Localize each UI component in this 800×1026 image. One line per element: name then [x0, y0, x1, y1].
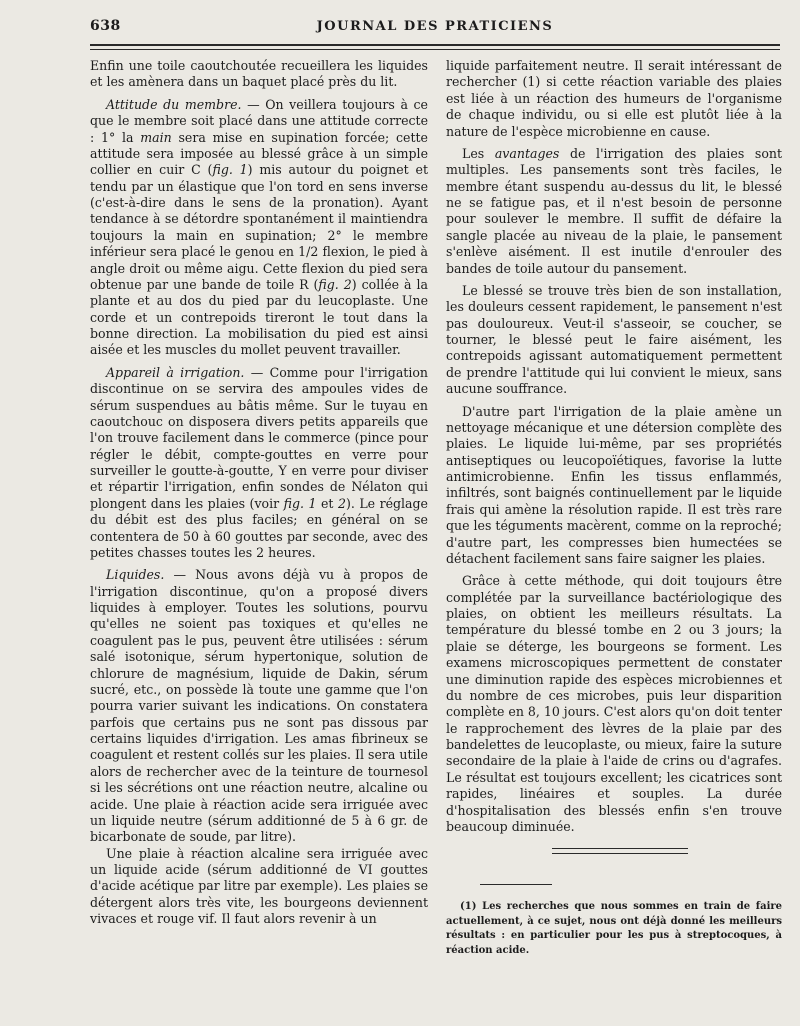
italic-run: avantages — [494, 145, 560, 161]
header-rule — [90, 44, 780, 50]
running-header — [90, 16, 780, 40]
text-run: de l'irrigation des plaies sont multiples. Les pansements sont très faciles, le membre étant suspendu au-dessus du lit, le blessé ne se fatigue pas, et il n'est besoin de personne pour soulever le membre. Il suffit de défaire la sangle placée au niveau de la plaie, le pansement s'enlève aisément. Il est inutile d'enrouler des bandes de toile autour du pansement. — [446, 145, 782, 276]
left-column — [90, 58, 428, 928]
journal-title: JOURNAL DES PRATICIENS — [316, 19, 554, 34]
text-run: Les — [462, 145, 495, 161]
paragraph-nettoyage: D'autre part l'irrigation de la plaie amène un nettoyage mécanique et une détersion complète des plaies. Le liquide lui-même, par ses propriétés antiseptiques ou leucopoïétiques, favorise la lutte antimicrobienne. Enfin les tissus enflammés, infiltrés, sont baignés continuellement par le liquide frais qui amène la résolution rapide. Il est très rare que les téguments macèrent, comme on la reproché; d'autre part, les compresses bien humectées se détachent facilement sans faire saigner les plaies. — [446, 403, 782, 566]
footnote: (1) Les recherches que nous sommes en train de faire actuellement, à ce sujet, nous ont déjà donné les meilleurs résultats : en particulier pour les pus à streptocoques, à réaction acide. — [446, 901, 782, 956]
paragraph-avantages — [446, 146, 782, 277]
text-run: sera mise en supination forcée; cette attitude sera imposée au blessé grâce à un simple collier en cuir C ( — [90, 129, 428, 178]
text-run: — Comme pour l'irrigation discontinue on se servira des ampoules vides de sérum suspendues au bâtis même. Sur le tuyau en caoutchouc on disposera divers petits appareils que l'on trouve facilement dans le commerce (pince pour régler le débit, compte-gouttes en verre pour surveiller le goutte-à-goutte, Y en verre pour diviser et répartir l'irrigation, enfin sondes de Nélaton qui plongent dans les plaies (voir — [90, 364, 428, 511]
section-lead-attitude: Attitude du membre. — [106, 96, 242, 112]
page-number: 638 — [90, 18, 121, 34]
italic-run: main — [140, 129, 172, 145]
end-separator — [552, 848, 688, 854]
text-run: — Nous avons déjà vu à propos de l'irrigation discontinue, qu'on a proposé divers liquides à employer. Toutes les solutions, pourvu qu'elles ne soient pas toxiques et qu'elles ne coagulent pas le pus, peuvent être utilisées : sérum salé isotonique, sérum hypertonique, solution de chlorure de magnésium, liquide de Dakin, sérum sucré, etc., on possède là toute une gamme que l'on pourra varier suivant les indications. On constatera parfois que certains pus ne sont pas dissous par certains liquides d'irrigation. Les amas fibrineux se coagulent et restent collés sur les plaies. Il sera utile alors de rechercher avec de la teinture de tournesol si les sécrétions ont une réaction neutre, alcaline ou acide. Une plaie à réaction acide sera irriguée avec un liquide neutre (sérum additionné de 5 à 6 gr. de bicarbonate de soude, par litre). — [90, 567, 428, 845]
text-run: — On veillera toujours à ce que le membre soit placé dans une attitude correcte : 1° la — [90, 96, 428, 145]
section-lead-appareil: Appareil à irrigation. — [106, 364, 245, 380]
section-lead-liquides: Liquides. — [106, 567, 165, 583]
figure-ref: fig. 2 — [318, 276, 352, 292]
paragraph-appareil-a-irrigation — [90, 365, 428, 562]
paragraph-plaie-alcaline: Une plaie à réaction alcaline sera irriguée avec un liquide acide (sérum additionné de VI gouttes d'acide acétique par litre par exemple). Les plaies se détergent alors très vite, les bourgeons deviennent vivaces et rouge vif. Il faut alors revenir à un — [90, 845, 428, 927]
paragraph-installation: Le blessé se trouve très bien de son installation, les douleurs cessent rapidement, le pansement n'est pas douloureux. Veut-il s'asseoir, se coucher, se tourner, le blessé peut le faire aisément, les contrepoids agissant automatiquement permettent de prendre l'attitude qui lui convient le mieux, sans aucune souffrance. — [446, 282, 782, 397]
paragraph-methode: Grâce à cette méthode, qui doit toujours être complétée par la surveillance bactériologique des plaies, on obtient les meilleurs résultats. La température du blessé tombe en 2 ou 3 jours; la plaie se déterge, les bourgeons se forment. Les examens microscopiques permettent de constater une diminution rapide des espèces microbiennes et du nombre de ces microbes, puis leur disparition complète en 8, 10 jours. C'est alors qu'on doit tenter le rapprochement des lèvres de la plaie par des bandelettes de leucoplaste, ou mieux, faire la suture secondaire de la plaie à l'aide de crins ou d'agrafes. Le résultat est toujours excellent; les cicatrices sont rapides, linéaires et souples. La durée d'hospitalisation des blessés enfin s'en trouve beaucoup diminuée. — [446, 573, 782, 834]
text-run: ) collée à la plante et au dos du pied par du leucoplaste. Une corde et un contrepoids tireront le tout dans la bonne direction. La mobilisation du pied est ainsi aisée et les muscles du mollet peuvent travailler. — [90, 276, 428, 358]
figure-ref: 2 — [337, 495, 346, 511]
paragraph-attitude-du-membre — [90, 97, 428, 359]
paragraph-liquides — [90, 567, 428, 845]
text-run: ). Le réglage du débit est des plus faciles; en général on se contentera de 50 à 60 gouttes par seconde, avec des petites chasses toutes les 2 heures. — [90, 495, 428, 560]
right-column — [446, 58, 782, 835]
footnote-rule — [480, 884, 552, 885]
paragraph-toile-caoutchoutee: Enfin une toile caoutchoutée recueillera les liquides et les amènera dans un baquet placé près du lit. — [90, 58, 428, 90]
text-run: et — [316, 495, 338, 511]
text-run: ) mis autour du poignet et tendu par un élastique que l'on tord en sens inverse (c'est-à-dire dans le sens de la pronation). Ayant tendance à se détordre spontanément il maintiendra toujours la main en supination; 2° le membre inférieur sera placé le genou en 1/2 flexion, le pied à angle droit ou même aigu. Cette flexion du pied sera obtenue par une bande de toile R ( — [90, 162, 428, 292]
figure-ref: fig. 1 — [283, 495, 317, 511]
figure-ref: fig. 1 — [212, 162, 248, 178]
paragraph-liquide-neutre: liquide parfaitement neutre. Il serait intéressant de rechercher (1) si cette réaction variable des plaies est liée à un réaction des humeurs de l'organisme de chaque individu, ou si elle est plutôt liée à la nature de l'espèce microbienne en cause. — [446, 58, 782, 139]
